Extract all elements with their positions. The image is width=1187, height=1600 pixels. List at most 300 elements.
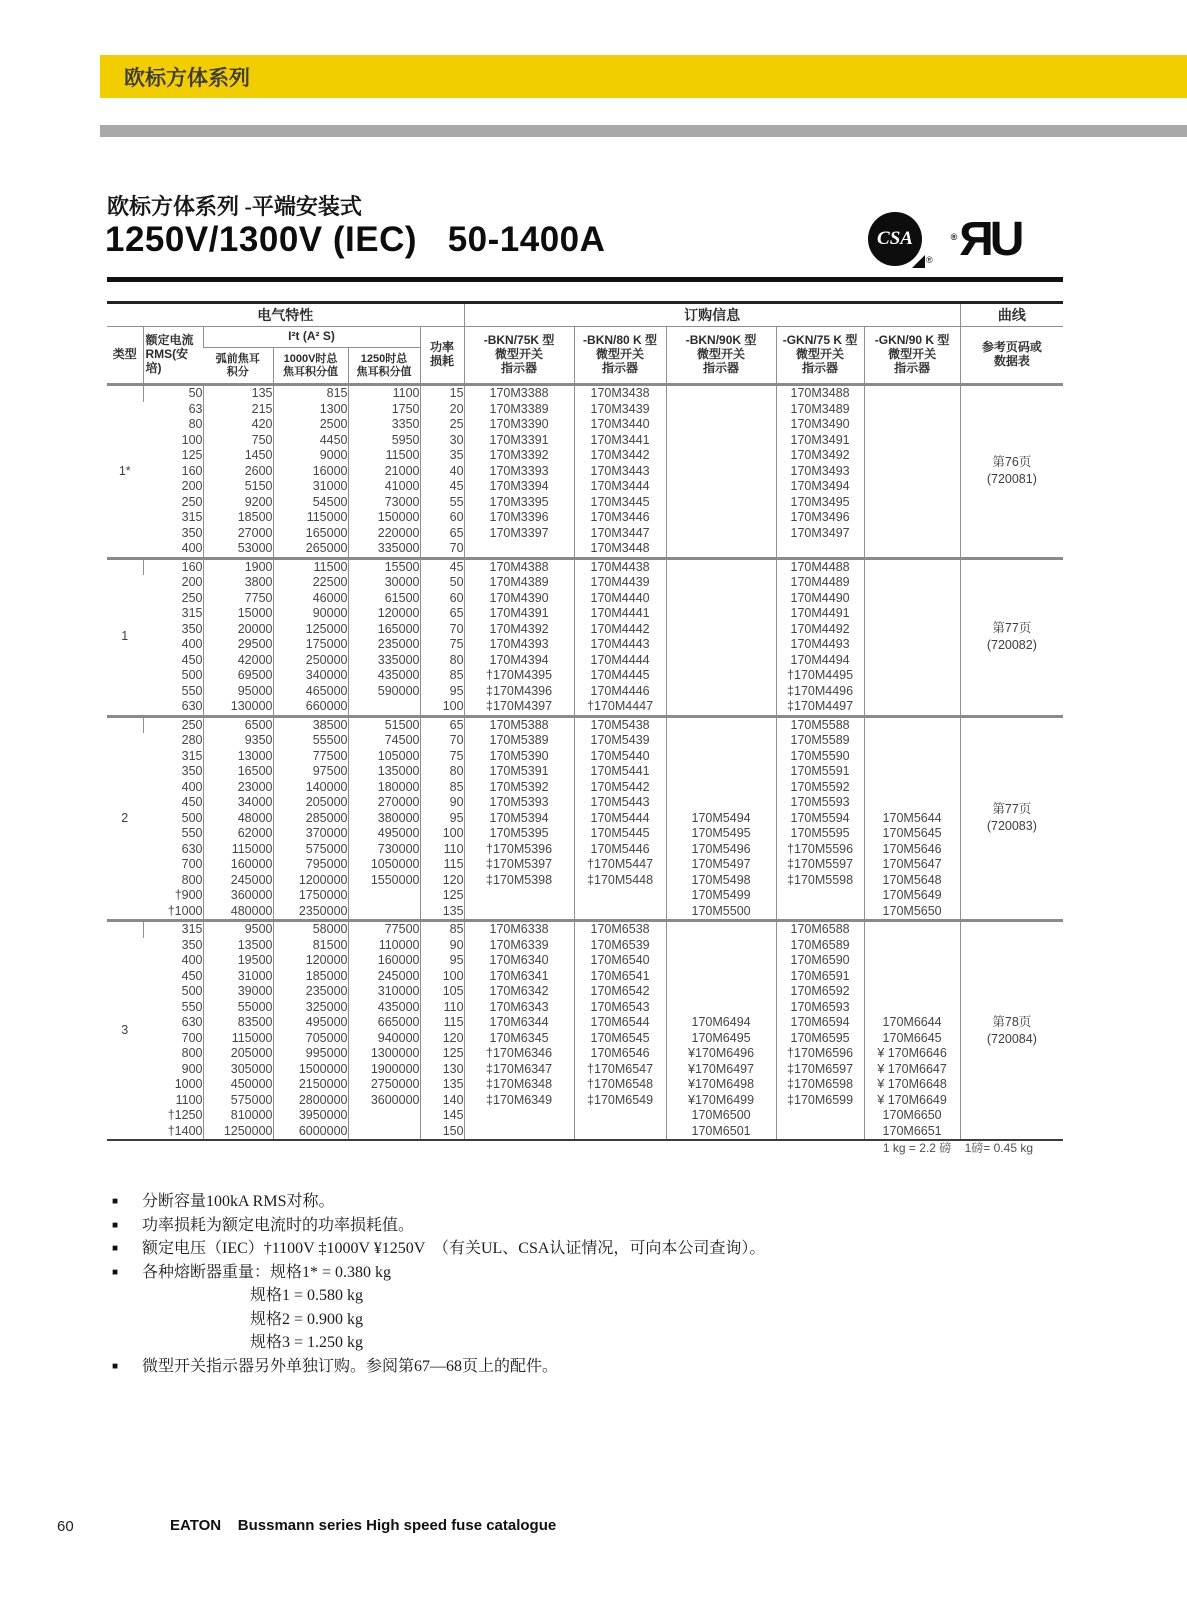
subheader-label: 焦耳积分值 bbox=[356, 365, 412, 378]
part-number-cell: 170M5591 bbox=[776, 764, 864, 780]
band-ordering: 订购信息 bbox=[464, 303, 960, 327]
i2t-cell: 1250000 bbox=[203, 1124, 273, 1141]
i2t-cell: 9350 bbox=[203, 733, 273, 749]
part-number-cell: 170M5650 bbox=[864, 904, 960, 921]
part-number-cell bbox=[666, 448, 776, 464]
part-number-cell bbox=[666, 541, 776, 558]
i2t-cell: 9000 bbox=[273, 448, 348, 464]
current-cell: 100 bbox=[181, 432, 203, 447]
current-cell: †1400 bbox=[167, 1123, 203, 1138]
i2t-cell: 5950 bbox=[348, 433, 420, 449]
current-cell: 350 bbox=[181, 937, 203, 952]
part-number-cell bbox=[666, 716, 776, 733]
part-number-cell: 170M5388 bbox=[464, 716, 574, 733]
power-cell: 115 bbox=[420, 1015, 464, 1031]
part-number-cell: 170M6501 bbox=[666, 1124, 776, 1141]
power-cell: 60 bbox=[420, 510, 464, 526]
part-number-cell: ‡170M5598 bbox=[776, 873, 864, 889]
col-header-bkn80k bbox=[574, 327, 666, 385]
part-number-cell: 170M3494 bbox=[776, 479, 864, 495]
current-cell: 250 bbox=[181, 590, 203, 605]
col-header-total1000 bbox=[273, 348, 348, 385]
part-number-cell bbox=[666, 938, 776, 954]
part-number-cell: 170M4389 bbox=[464, 575, 574, 591]
order-col-label: 指示器 bbox=[602, 360, 639, 375]
part-number-cell: 170M4388 bbox=[464, 558, 574, 575]
current-cell: 350 bbox=[181, 621, 203, 636]
part-number-cell bbox=[574, 1108, 666, 1124]
part-number-cell: 170M4438 bbox=[574, 558, 666, 575]
part-number-cell: 170M5390 bbox=[464, 749, 574, 765]
i2t-cell: 61500 bbox=[348, 591, 420, 607]
table-row bbox=[107, 622, 1063, 638]
part-number-cell: 170M5394 bbox=[464, 811, 574, 827]
part-number-cell bbox=[666, 637, 776, 653]
part-number-cell: 170M3496 bbox=[776, 510, 864, 526]
part-number-cell: 170M6495 bbox=[666, 1031, 776, 1047]
table-row bbox=[107, 606, 1063, 622]
table-row bbox=[107, 684, 1063, 700]
col-header-gkn75k bbox=[776, 327, 864, 385]
col-header-prearc bbox=[203, 348, 273, 385]
i2t-cell: 465000 bbox=[273, 684, 348, 700]
part-number-cell: †170M5396 bbox=[464, 842, 574, 858]
order-col-label: -GKN/75 K 型 bbox=[782, 333, 858, 348]
part-number-cell: 170M6500 bbox=[666, 1108, 776, 1124]
col-header-power bbox=[420, 327, 464, 385]
i2t-cell: 495000 bbox=[273, 1015, 348, 1031]
part-number-cell bbox=[864, 1000, 960, 1016]
col-header-bkn90k bbox=[666, 327, 776, 385]
table-row bbox=[107, 921, 1063, 938]
part-number-cell: 170M4441 bbox=[574, 606, 666, 622]
power-cell: 75 bbox=[420, 749, 464, 765]
i2t-cell: 54500 bbox=[273, 495, 348, 511]
power-cell: 100 bbox=[420, 969, 464, 985]
i2t-cell: 1900 bbox=[203, 558, 273, 575]
part-number-cell: 170M4489 bbox=[776, 575, 864, 591]
part-number-cell bbox=[864, 984, 960, 1000]
ul-logo-text: ЯU bbox=[959, 213, 1021, 266]
power-cell: 90 bbox=[420, 938, 464, 954]
part-number-cell bbox=[864, 622, 960, 638]
power-cell: 25 bbox=[420, 417, 464, 433]
i2t-cell: 120000 bbox=[348, 606, 420, 622]
i2t-cell: 6000000 bbox=[273, 1124, 348, 1141]
table-row bbox=[107, 733, 1063, 749]
power-cell: 110 bbox=[420, 1000, 464, 1016]
order-col-label: 微型开关 bbox=[596, 347, 645, 362]
i2t-cell: 95000 bbox=[203, 684, 273, 700]
part-number-cell: 170M3489 bbox=[776, 402, 864, 418]
i2t-cell: 27000 bbox=[203, 526, 273, 542]
i2t-cell: 730000 bbox=[348, 842, 420, 858]
part-number-cell: 170M5645 bbox=[864, 826, 960, 842]
part-number-cell bbox=[666, 780, 776, 796]
part-number-cell bbox=[666, 1000, 776, 1016]
i2t-cell: 9500 bbox=[203, 921, 273, 938]
i2t-cell: 450000 bbox=[203, 1077, 273, 1093]
part-number-cell: 170M5644 bbox=[864, 811, 960, 827]
part-number-cell: 170M5393 bbox=[464, 795, 574, 811]
table-row bbox=[107, 873, 1063, 889]
current-cell: 400 bbox=[181, 779, 203, 794]
i2t-cell: 235000 bbox=[273, 984, 348, 1000]
i2t-cell: 5150 bbox=[203, 479, 273, 495]
i2t-cell: 250000 bbox=[273, 653, 348, 669]
csa-triangle-icon bbox=[912, 255, 925, 268]
part-number-cell: 170M5588 bbox=[776, 716, 864, 733]
power-cell: 95 bbox=[420, 953, 464, 969]
part-number-cell: 170M6538 bbox=[574, 921, 666, 938]
i2t-cell: 185000 bbox=[273, 969, 348, 985]
part-number-cell bbox=[864, 653, 960, 669]
col-header-gkn90k bbox=[864, 327, 960, 385]
part-number-cell: 170M6343 bbox=[464, 1000, 574, 1016]
part-number-cell: 170M6344 bbox=[464, 1015, 574, 1031]
part-number-cell: 170M3393 bbox=[464, 464, 574, 480]
power-cell: 90 bbox=[420, 795, 464, 811]
current-cell: 550 bbox=[181, 999, 203, 1014]
part-number-cell bbox=[666, 464, 776, 480]
i2t-cell: 9200 bbox=[203, 495, 273, 511]
part-number-cell: ‡170M6549 bbox=[574, 1093, 666, 1109]
i2t-cell: 1100 bbox=[348, 385, 420, 402]
i2t-cell: 13500 bbox=[203, 938, 273, 954]
i2t-cell: 31000 bbox=[203, 969, 273, 985]
i2t-cell: 175000 bbox=[273, 637, 348, 653]
current-cell: †900 bbox=[174, 888, 203, 902]
i2t-cell: 105000 bbox=[348, 749, 420, 765]
part-number-cell: ¥170M6496 bbox=[666, 1046, 776, 1062]
i2t-cell: 73000 bbox=[348, 495, 420, 511]
i2t-cell: 205000 bbox=[273, 795, 348, 811]
table-row bbox=[107, 1108, 1063, 1124]
order-col-label: 微型开关 bbox=[697, 347, 746, 362]
part-number-cell: ¥ 170M6649 bbox=[864, 1093, 960, 1109]
part-number-cell: †170M6346 bbox=[464, 1046, 574, 1062]
part-number-cell: 170M5445 bbox=[574, 826, 666, 842]
reference-cell: 第77页 (720083) bbox=[960, 716, 1063, 921]
i2t-cell: 480000 bbox=[203, 904, 273, 921]
part-number-cell: 170M3396 bbox=[464, 510, 574, 526]
current-cell: 500 bbox=[181, 984, 203, 998]
part-number-cell bbox=[666, 575, 776, 591]
power-cell: 85 bbox=[420, 668, 464, 684]
part-number-cell: 170M4488 bbox=[776, 558, 864, 575]
part-number-cell: 170M5389 bbox=[464, 733, 574, 749]
note-text: 功率损耗为额定电流时的功率损耗值。 bbox=[142, 1216, 415, 1234]
i2t-cell: 335000 bbox=[348, 541, 420, 558]
i2t-cell: 380000 bbox=[348, 811, 420, 827]
i2t-cell: 125000 bbox=[273, 622, 348, 638]
table-row bbox=[107, 448, 1063, 464]
order-col-label: 微型开关 bbox=[495, 347, 544, 362]
part-number-cell: 170M5392 bbox=[464, 780, 574, 796]
i2t-cell: 2150000 bbox=[273, 1077, 348, 1093]
power-cell: 125 bbox=[420, 888, 464, 904]
current-cell: 450 bbox=[181, 795, 203, 809]
power-cell: 100 bbox=[420, 826, 464, 842]
i2t-cell: 750 bbox=[203, 433, 273, 449]
part-number-cell: 170M3447 bbox=[574, 526, 666, 542]
table-row bbox=[107, 464, 1063, 480]
subheader-label: 积分 bbox=[226, 365, 249, 378]
part-number-cell: 170M6589 bbox=[776, 938, 864, 954]
current-cell: †1250 bbox=[167, 1108, 203, 1122]
part-number-cell bbox=[864, 606, 960, 622]
power-cell: 95 bbox=[420, 684, 464, 700]
i2t-cell: 3950000 bbox=[273, 1108, 348, 1124]
part-number-cell: 170M3490 bbox=[776, 417, 864, 433]
part-number-cell bbox=[864, 558, 960, 575]
part-number-cell: 170M6588 bbox=[776, 921, 864, 938]
power-cell: 120 bbox=[420, 1031, 464, 1047]
part-number-cell bbox=[574, 904, 666, 921]
i2t-cell: 150000 bbox=[348, 510, 420, 526]
reference-cell: 第78页 (720084) bbox=[960, 921, 1063, 1141]
part-number-cell: 170M6541 bbox=[574, 969, 666, 985]
fuse-table-body bbox=[107, 385, 1063, 1141]
part-number-cell: ‡170M4497 bbox=[776, 699, 864, 716]
power-cell: 120 bbox=[420, 873, 464, 889]
current-cell: 1000 bbox=[174, 1077, 203, 1091]
i2t-cell: 940000 bbox=[348, 1031, 420, 1047]
part-number-cell: †170M4395 bbox=[464, 668, 574, 684]
table-row bbox=[107, 826, 1063, 842]
part-number-cell: 170M4494 bbox=[776, 653, 864, 669]
i2t-cell: 135 bbox=[203, 385, 273, 402]
table-row bbox=[107, 857, 1063, 873]
current-cell: 160 bbox=[181, 463, 203, 478]
i2t-cell: 340000 bbox=[273, 668, 348, 684]
i2t-cell: 140000 bbox=[273, 780, 348, 796]
current-cell: 450 bbox=[181, 652, 203, 667]
i2t-cell: 74500 bbox=[348, 733, 420, 749]
part-number-cell: 170M3394 bbox=[464, 479, 574, 495]
part-number-cell: 170M6544 bbox=[574, 1015, 666, 1031]
table-row bbox=[107, 811, 1063, 827]
i2t-cell: 23000 bbox=[203, 780, 273, 796]
i2t-cell: 325000 bbox=[273, 1000, 348, 1016]
part-number-cell: 170M3493 bbox=[776, 464, 864, 480]
part-number-cell: 170M3495 bbox=[776, 495, 864, 511]
col-header-current-line2: RMS(安培) bbox=[145, 347, 189, 375]
page-title: 1250V/1300V (IEC) 50-1400A bbox=[105, 220, 606, 259]
i2t-cell: 83500 bbox=[203, 1015, 273, 1031]
i2t-cell: 53000 bbox=[203, 541, 273, 558]
part-number-cell bbox=[864, 510, 960, 526]
reference-col-label: 数据表 bbox=[993, 354, 1030, 368]
gray-divider-bar bbox=[100, 125, 1187, 137]
part-number-cell bbox=[464, 904, 574, 921]
current-cell: 900 bbox=[181, 1061, 203, 1076]
i2t-cell: 270000 bbox=[348, 795, 420, 811]
current-cell: 315 bbox=[181, 748, 203, 763]
part-number-cell: †170M6548 bbox=[574, 1077, 666, 1093]
part-number-cell: 170M6590 bbox=[776, 953, 864, 969]
i2t-cell bbox=[348, 699, 420, 716]
part-number-cell: 170M5439 bbox=[574, 733, 666, 749]
i2t-cell: 205000 bbox=[203, 1046, 273, 1062]
table-row bbox=[107, 969, 1063, 985]
power-cell: 80 bbox=[420, 764, 464, 780]
i2t-cell: 1450 bbox=[203, 448, 273, 464]
power-cell: 65 bbox=[420, 526, 464, 542]
i2t-cell: 77500 bbox=[348, 921, 420, 938]
table-row bbox=[107, 1077, 1063, 1093]
part-number-cell bbox=[666, 984, 776, 1000]
current-cell: 400 bbox=[181, 953, 203, 967]
col-header-reference bbox=[960, 327, 1063, 385]
power-cell: 65 bbox=[420, 606, 464, 622]
table-row bbox=[107, 699, 1063, 716]
i2t-cell: 51500 bbox=[348, 716, 420, 733]
ul-logo-icon bbox=[951, 210, 1021, 267]
part-number-cell: 170M6546 bbox=[574, 1046, 666, 1062]
part-number-cell: ¥170M6499 bbox=[666, 1093, 776, 1109]
table-row bbox=[107, 1015, 1063, 1031]
current-cell: 630 bbox=[181, 1015, 203, 1029]
part-number-cell bbox=[666, 969, 776, 985]
part-number-cell bbox=[574, 888, 666, 904]
part-number-cell: 170M3448 bbox=[574, 541, 666, 558]
i2t-cell: 995000 bbox=[273, 1046, 348, 1062]
i2t-cell: 90000 bbox=[273, 606, 348, 622]
type-cell: 3 bbox=[107, 921, 143, 1141]
power-cell: 45 bbox=[420, 479, 464, 495]
part-number-cell: 170M3397 bbox=[464, 526, 574, 542]
part-number-cell: ‡170M4396 bbox=[464, 684, 574, 700]
part-number-cell bbox=[464, 1108, 574, 1124]
power-cell: 30 bbox=[420, 433, 464, 449]
table-row bbox=[107, 526, 1063, 542]
part-number-cell: 170M3395 bbox=[464, 495, 574, 511]
current-cell: 400 bbox=[181, 541, 203, 555]
part-number-cell: 170M6340 bbox=[464, 953, 574, 969]
part-number-cell: 170M3438 bbox=[574, 385, 666, 402]
part-number-cell: ‡170M6599 bbox=[776, 1093, 864, 1109]
square-bullet-icon: ■ bbox=[112, 1360, 119, 1372]
part-number-cell: 170M5446 bbox=[574, 842, 666, 858]
part-number-cell bbox=[864, 591, 960, 607]
current-cell: 800 bbox=[181, 1046, 203, 1060]
i2t-cell: 215 bbox=[203, 402, 273, 418]
part-number-cell bbox=[666, 622, 776, 638]
i2t-cell: 55500 bbox=[273, 733, 348, 749]
title-rule bbox=[107, 277, 1063, 282]
subheader-label: 弧前焦耳 bbox=[215, 352, 260, 365]
current-cell: 630 bbox=[181, 841, 203, 856]
col-header-type: 类型 bbox=[112, 347, 137, 362]
part-number-cell: 170M3445 bbox=[574, 495, 666, 511]
note-item bbox=[112, 1355, 1062, 1379]
current-cell: 350 bbox=[181, 764, 203, 778]
part-number-cell bbox=[666, 433, 776, 449]
i2t-cell: 220000 bbox=[348, 526, 420, 542]
part-number-cell: 170M4392 bbox=[464, 622, 574, 638]
part-number-cell: 170M5500 bbox=[666, 904, 776, 921]
col-header-power-line2: 损耗 bbox=[430, 354, 455, 368]
i2t-cell: 48000 bbox=[203, 811, 273, 827]
current-cell: 500 bbox=[181, 668, 203, 682]
current-cell: 50 bbox=[143, 385, 203, 402]
part-number-cell: 170M4390 bbox=[464, 591, 574, 607]
i2t-cell: 165000 bbox=[348, 622, 420, 638]
i2t-cell bbox=[348, 904, 420, 921]
part-number-cell: 170M6644 bbox=[864, 1015, 960, 1031]
part-number-cell bbox=[574, 1124, 666, 1141]
i2t-cell: 22500 bbox=[273, 575, 348, 591]
i2t-cell bbox=[348, 1108, 420, 1124]
part-number-cell bbox=[776, 1108, 864, 1124]
part-number-cell: ‡170M6347 bbox=[464, 1062, 574, 1078]
part-number-cell: 170M6594 bbox=[776, 1015, 864, 1031]
square-bullet-icon: ■ bbox=[112, 1243, 119, 1254]
current-cell: 550 bbox=[181, 826, 203, 840]
band-curve: 曲线 bbox=[960, 303, 1063, 327]
part-number-cell bbox=[666, 591, 776, 607]
part-number-cell: †170M5447 bbox=[574, 857, 666, 873]
table-row bbox=[107, 653, 1063, 669]
part-number-cell bbox=[864, 921, 960, 938]
part-number-cell: 170M4493 bbox=[776, 637, 864, 653]
i2t-cell: 435000 bbox=[348, 1000, 420, 1016]
table-row bbox=[107, 637, 1063, 653]
part-number-cell bbox=[864, 733, 960, 749]
part-number-cell: 170M4445 bbox=[574, 668, 666, 684]
part-number-cell: 170M4443 bbox=[574, 637, 666, 653]
i2t-cell: 19500 bbox=[203, 953, 273, 969]
table-row bbox=[107, 1046, 1063, 1062]
i2t-cell: 370000 bbox=[273, 826, 348, 842]
i2t-cell: 11500 bbox=[273, 558, 348, 575]
part-number-cell bbox=[864, 433, 960, 449]
current-cell: 1100 bbox=[175, 1092, 203, 1107]
part-number-cell bbox=[864, 716, 960, 733]
part-number-cell: 170M4393 bbox=[464, 637, 574, 653]
i2t-cell: 435000 bbox=[348, 668, 420, 684]
power-cell: 35 bbox=[420, 448, 464, 464]
part-number-cell bbox=[864, 938, 960, 954]
power-cell: 135 bbox=[420, 1077, 464, 1093]
part-number-cell bbox=[864, 495, 960, 511]
i2t-cell: 575000 bbox=[203, 1093, 273, 1109]
i2t-cell: 39000 bbox=[203, 984, 273, 1000]
power-cell: 100 bbox=[420, 699, 464, 716]
i2t-cell: 21000 bbox=[348, 464, 420, 480]
power-cell: 15 bbox=[420, 385, 464, 402]
i2t-cell: 1200000 bbox=[273, 873, 348, 889]
power-cell: 145 bbox=[420, 1108, 464, 1124]
part-number-cell: ‡170M6598 bbox=[776, 1077, 864, 1093]
power-cell: 70 bbox=[420, 733, 464, 749]
note-item bbox=[112, 1237, 1062, 1261]
i2t-cell: 3800 bbox=[203, 575, 273, 591]
i2t-cell: 2350000 bbox=[273, 904, 348, 921]
i2t-cell: 42000 bbox=[203, 653, 273, 669]
part-number-cell: 170M5595 bbox=[776, 826, 864, 842]
certification-logos bbox=[868, 210, 1020, 267]
part-number-cell: 170M5391 bbox=[464, 764, 574, 780]
current-cell: 200 bbox=[181, 479, 203, 493]
table-row bbox=[107, 558, 1063, 575]
col-header-bkn75k bbox=[464, 327, 574, 385]
table-row bbox=[107, 385, 1063, 402]
part-number-cell bbox=[776, 541, 864, 558]
part-number-cell: 170M5438 bbox=[574, 716, 666, 733]
i2t-cell: 1750000 bbox=[273, 888, 348, 904]
